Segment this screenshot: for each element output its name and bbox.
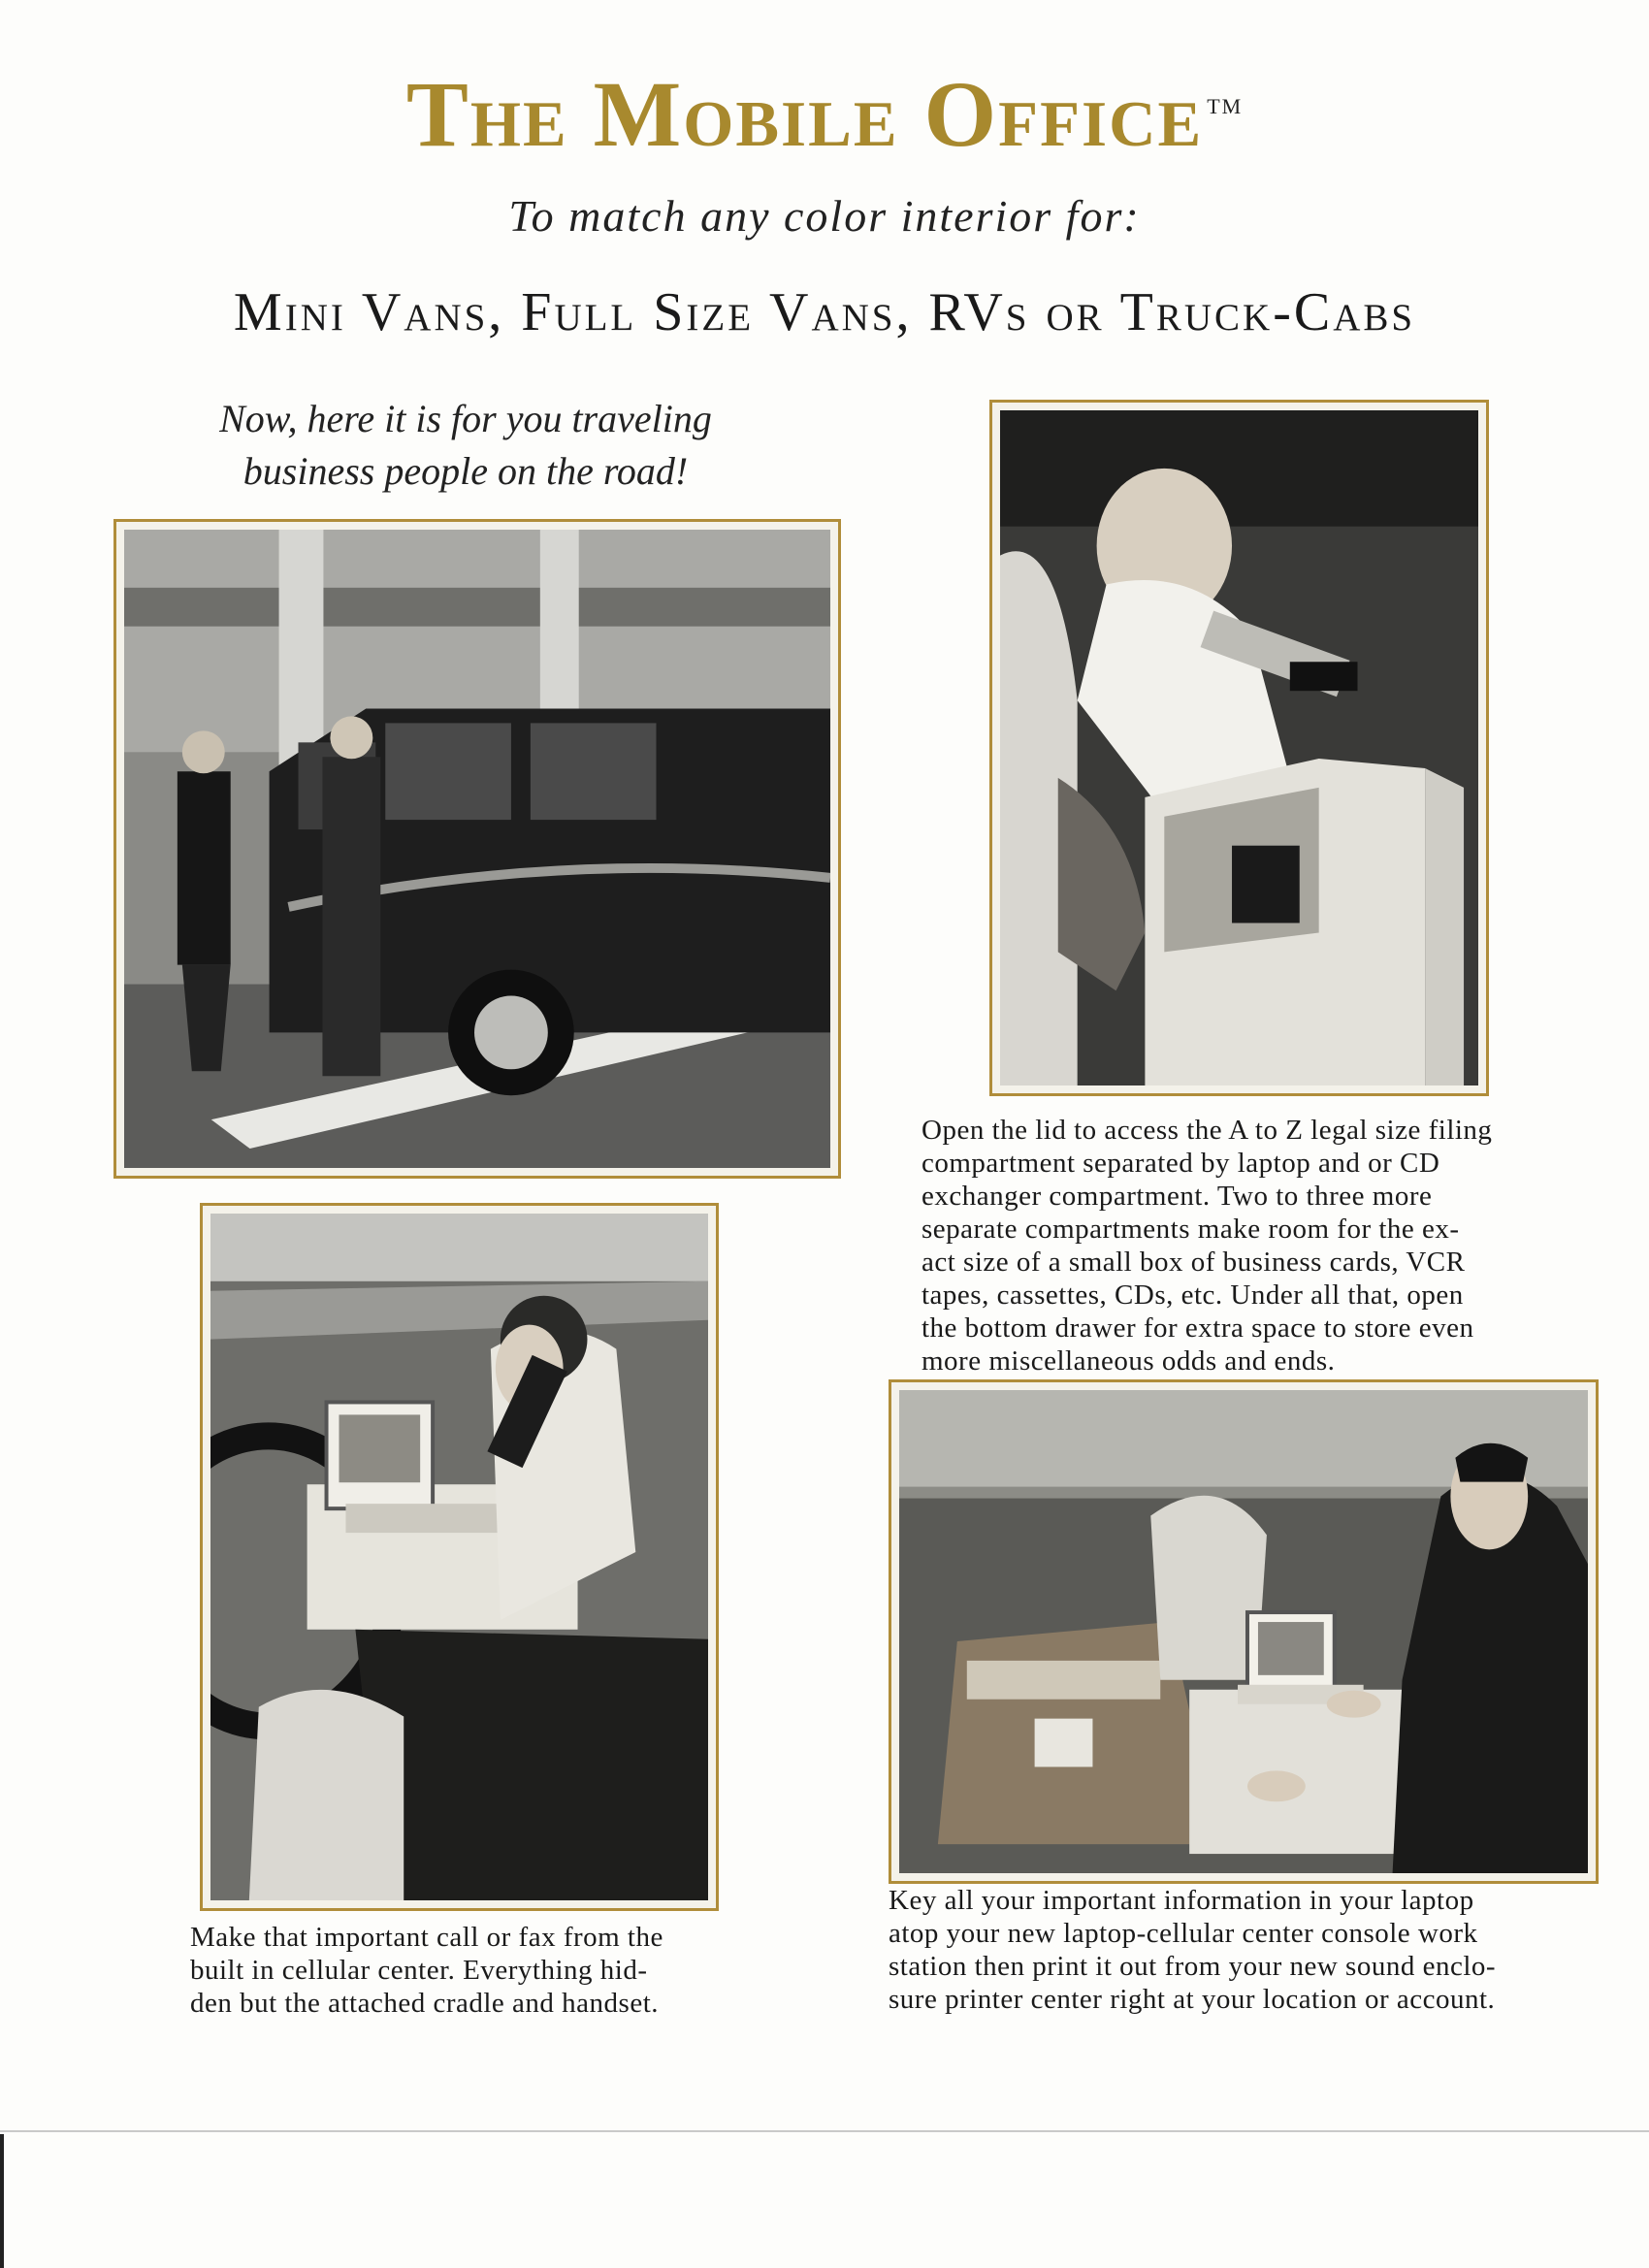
tagline-line: business people on the road! — [242, 449, 689, 493]
caption-line: atop your new laptop-cellular center console work — [889, 1918, 1478, 1949]
caption-line: exchanger compartment. Two to three more — [922, 1181, 1433, 1212]
caption-line: Key all your important information in your laptop — [889, 1885, 1474, 1916]
vehicle-list-heading: Mini Vans, Full Size Vans, RVs or Truck-Cabs — [233, 282, 1416, 342]
caption-line: Open the lid to access the A to Z legal size filing — [922, 1115, 1493, 1146]
tagline-line: Now, here it is for you traveling — [219, 397, 712, 440]
caption-line: Make that important call or fax from the — [190, 1922, 663, 1953]
photo-cellular-center — [200, 1203, 719, 1911]
caption-line: act size of a small box of business cards, VCR — [922, 1247, 1466, 1278]
caption-line: tapes, cassettes, CDs, etc. Under all that, open — [922, 1280, 1464, 1311]
caption-line: built in cellular center. Everything hid- — [190, 1955, 648, 1986]
subtitle: To match any color interior for: — [508, 191, 1141, 241]
caption-line: sure printer center right at your location or account. — [889, 1984, 1496, 2015]
caption-line: more miscellaneous odds and ends. — [922, 1345, 1336, 1377]
caption-line: station then print it out from your new sound enclo- — [889, 1951, 1497, 1982]
photo-filing-compartment — [989, 400, 1489, 1096]
caption-line: separate compartments make room for the ex- — [922, 1214, 1460, 1245]
page-edge-divider — [0, 2130, 1649, 2132]
scan-edge-mark — [0, 2134, 4, 2268]
photo-laptop-console — [889, 1379, 1599, 1884]
laptop-console-illustration — [899, 1390, 1588, 1873]
caption-laptop — [889, 1884, 1606, 2016]
trademark-mark: TM — [1207, 94, 1244, 118]
caption-line: compartment separated by laptop and or CD — [922, 1148, 1440, 1179]
tagline — [116, 393, 815, 498]
caption-line: the bottom drawer for extra space to store even — [922, 1312, 1474, 1344]
caption-cellular — [190, 1921, 772, 2020]
cellular-center-illustration — [210, 1214, 708, 1900]
photo-van-exterior — [113, 519, 841, 1179]
van-exterior-illustration — [124, 530, 830, 1168]
page-title: The Mobile Office ™ — [405, 62, 1244, 166]
filing-compartment-illustration — [1000, 410, 1478, 1085]
caption-line: den but the attached cradle and handset. — [190, 1988, 659, 2019]
caption-filing — [922, 1114, 1571, 1377]
